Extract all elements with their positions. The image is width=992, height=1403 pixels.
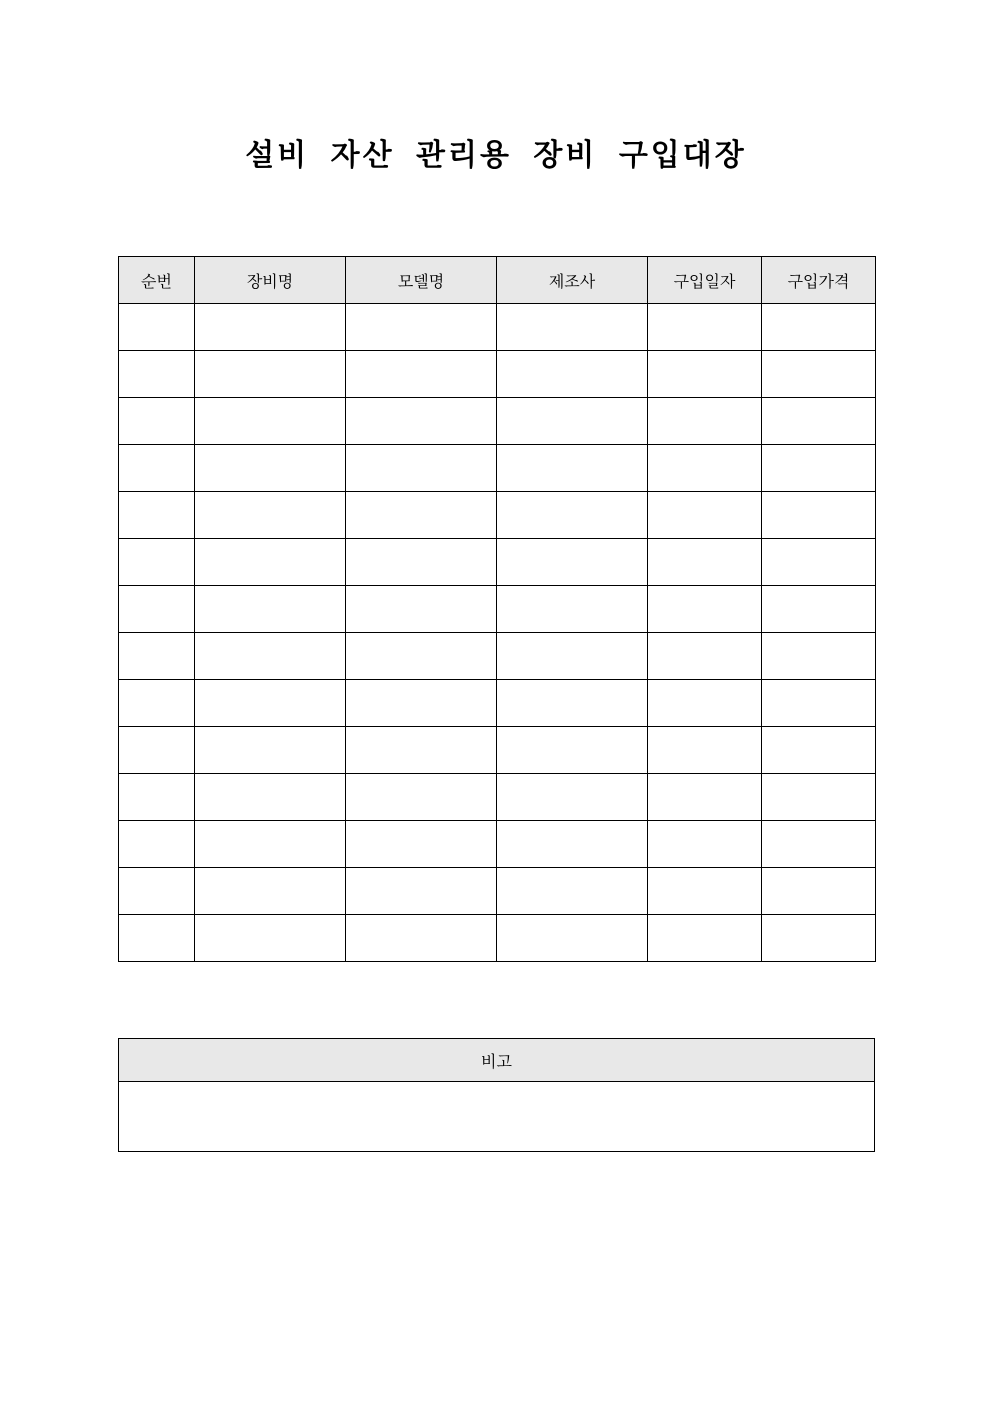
cell-number[interactable] [119, 680, 195, 727]
cell-number[interactable] [119, 492, 195, 539]
cell-purchase-date[interactable] [648, 539, 762, 586]
table-row [119, 774, 876, 821]
table-row [119, 915, 876, 962]
table-row [119, 633, 876, 680]
cell-purchase-price[interactable] [762, 351, 876, 398]
cell-equipment-name[interactable] [195, 727, 346, 774]
remarks-table [118, 1038, 875, 1152]
cell-purchase-date[interactable] [648, 445, 762, 492]
purchase-ledger-table [118, 256, 876, 962]
column-header-manufacturer: 제조사 [497, 257, 648, 304]
table-header-row [119, 257, 876, 304]
cell-equipment-name[interactable] [195, 492, 346, 539]
cell-manufacturer[interactable] [497, 351, 648, 398]
cell-purchase-date[interactable] [648, 351, 762, 398]
cell-manufacturer[interactable] [497, 398, 648, 445]
cell-equipment-name[interactable] [195, 304, 346, 351]
cell-model-name[interactable] [346, 492, 497, 539]
cell-model-name[interactable] [346, 868, 497, 915]
cell-model-name[interactable] [346, 774, 497, 821]
table-row [119, 868, 876, 915]
cell-model-name[interactable] [346, 351, 497, 398]
cell-purchase-date[interactable] [648, 680, 762, 727]
table-row [119, 727, 876, 774]
table-body [119, 304, 876, 962]
cell-model-name[interactable] [346, 586, 497, 633]
cell-equipment-name[interactable] [195, 868, 346, 915]
table-row [119, 680, 876, 727]
remarks-field[interactable] [119, 1082, 875, 1152]
cell-purchase-price[interactable] [762, 727, 876, 774]
cell-equipment-name[interactable] [195, 351, 346, 398]
cell-manufacturer[interactable] [497, 915, 648, 962]
cell-model-name[interactable] [346, 680, 497, 727]
cell-purchase-price[interactable] [762, 680, 876, 727]
cell-equipment-name[interactable] [195, 398, 346, 445]
cell-manufacturer[interactable] [497, 868, 648, 915]
cell-equipment-name[interactable] [195, 586, 346, 633]
cell-equipment-name[interactable] [195, 774, 346, 821]
column-header-purchase-date: 구입일자 [648, 257, 762, 304]
cell-manufacturer[interactable] [497, 304, 648, 351]
cell-number[interactable] [119, 821, 195, 868]
cell-purchase-date[interactable] [648, 492, 762, 539]
column-header-number: 순번 [119, 257, 195, 304]
cell-purchase-price[interactable] [762, 774, 876, 821]
cell-number[interactable] [119, 774, 195, 821]
table-row [119, 398, 876, 445]
cell-model-name[interactable] [346, 445, 497, 492]
cell-purchase-price[interactable] [762, 821, 876, 868]
cell-purchase-date[interactable] [648, 398, 762, 445]
column-header-model-name: 모델명 [346, 257, 497, 304]
cell-purchase-date[interactable] [648, 868, 762, 915]
cell-purchase-price[interactable] [762, 492, 876, 539]
table-row [119, 445, 876, 492]
cell-number[interactable] [119, 915, 195, 962]
cell-model-name[interactable] [346, 821, 497, 868]
cell-number[interactable] [119, 445, 195, 492]
cell-number[interactable] [119, 351, 195, 398]
cell-number[interactable] [119, 586, 195, 633]
cell-number[interactable] [119, 727, 195, 774]
table-row [119, 539, 876, 586]
cell-purchase-date[interactable] [648, 774, 762, 821]
cell-equipment-name[interactable] [195, 680, 346, 727]
table-row [119, 304, 876, 351]
cell-number[interactable] [119, 304, 195, 351]
cell-model-name[interactable] [346, 727, 497, 774]
table-row [119, 492, 876, 539]
cell-manufacturer[interactable] [497, 445, 648, 492]
cell-manufacturer[interactable] [497, 539, 648, 586]
cell-manufacturer[interactable] [497, 633, 648, 680]
cell-equipment-name[interactable] [195, 821, 346, 868]
column-header-equipment-name: 장비명 [195, 257, 346, 304]
cell-purchase-price[interactable] [762, 304, 876, 351]
cell-number[interactable] [119, 398, 195, 445]
cell-purchase-date[interactable] [648, 304, 762, 351]
cell-purchase-price[interactable] [762, 915, 876, 962]
cell-purchase-price[interactable] [762, 586, 876, 633]
cell-manufacturer[interactable] [497, 727, 648, 774]
cell-purchase-price[interactable] [762, 539, 876, 586]
cell-manufacturer[interactable] [497, 680, 648, 727]
cell-model-name[interactable] [346, 398, 497, 445]
cell-equipment-name[interactable] [195, 915, 346, 962]
cell-purchase-date[interactable] [648, 727, 762, 774]
cell-equipment-name[interactable] [195, 445, 346, 492]
cell-purchase-date[interactable] [648, 586, 762, 633]
cell-manufacturer[interactable] [497, 492, 648, 539]
table-row [119, 821, 876, 868]
cell-purchase-price[interactable] [762, 633, 876, 680]
cell-equipment-name[interactable] [195, 633, 346, 680]
remarks-header: 비고 [119, 1039, 875, 1082]
cell-manufacturer[interactable] [497, 774, 648, 821]
table-row [119, 351, 876, 398]
table-row [119, 586, 876, 633]
column-header-purchase-price: 구입가격 [762, 257, 876, 304]
cell-purchase-price[interactable] [762, 868, 876, 915]
cell-purchase-price[interactable] [762, 445, 876, 492]
cell-model-name[interactable] [346, 304, 497, 351]
cell-manufacturer[interactable] [497, 586, 648, 633]
cell-number[interactable] [119, 868, 195, 915]
cell-model-name[interactable] [346, 633, 497, 680]
cell-manufacturer[interactable] [497, 821, 648, 868]
page-title: 설비 자산 관리용 장비 구입대장 [245, 138, 747, 173]
cell-purchase-date[interactable] [648, 821, 762, 868]
cell-purchase-price[interactable] [762, 398, 876, 445]
cell-equipment-name[interactable] [195, 539, 346, 586]
cell-number[interactable] [119, 539, 195, 586]
cell-purchase-date[interactable] [648, 915, 762, 962]
cell-number[interactable] [119, 633, 195, 680]
cell-model-name[interactable] [346, 539, 497, 586]
cell-purchase-date[interactable] [648, 633, 762, 680]
cell-model-name[interactable] [346, 915, 497, 962]
